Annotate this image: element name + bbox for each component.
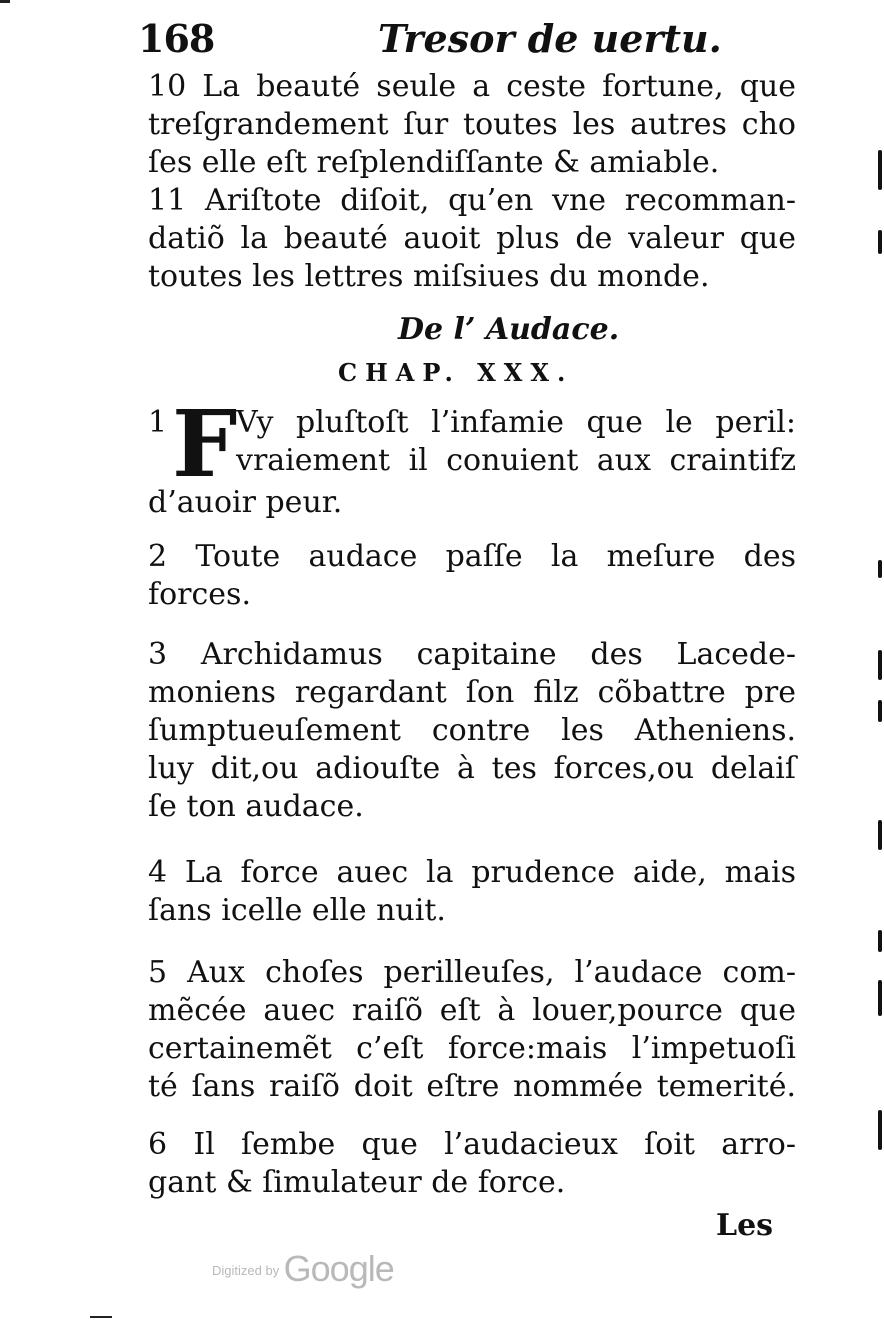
text-line: mẽcée auec raiſõ eſt à louer,pource que [148, 993, 796, 1028]
digitized-watermark [212, 1248, 394, 1290]
text-line: forces. [148, 577, 251, 612]
watermark-prefix: Digitized by [212, 1263, 280, 1278]
text-line: 6 Il ſembe que l’audacieux ſoit arro- [148, 1127, 796, 1162]
text-line: ſans icelle elle nuit. [148, 893, 446, 928]
text-line: 4 La force auec la prudence aide, mais [148, 855, 796, 890]
text-line: vraiement il conuient aux craintifz [236, 443, 796, 478]
paragraph-3 [148, 636, 796, 826]
intro-paragraphs [148, 68, 796, 296]
text-line: toutes les lettres miſsiues du monde. [148, 259, 710, 294]
text-line: datiõ la beauté auoit plus de valeur que [148, 221, 796, 256]
paragraph-2 [148, 538, 796, 614]
paragraph-1 [236, 404, 796, 480]
paragraph-6 [148, 1126, 796, 1202]
paragraph-4 [148, 854, 796, 930]
text-line: d’auoir peur. [148, 485, 343, 520]
chapter-heading: CHAP. XXX. [338, 358, 574, 387]
paragraph-1-tail [148, 484, 796, 522]
text-line: ſes elle eſt reſplendiſſante & amiable. [148, 145, 720, 180]
catchword: Les [716, 1208, 774, 1243]
page-header [138, 16, 798, 66]
drop-cap: F [172, 390, 238, 498]
text-line: treſgrandement ſur toutes les autres cho [148, 107, 796, 142]
text-line: Vy pluſtoſt l’infamie que le peril: [236, 405, 796, 440]
section-title: De l’ Audace. [398, 312, 620, 347]
scan-bottom-mark [90, 1316, 112, 1318]
text-line: 11 Ariſtote diſoit, qu’en vne recomman- [148, 183, 796, 218]
running-title: Tresor de uertu. [378, 16, 722, 61]
text-line: 5 Aux choſes perilleuſes, l’audace com- [148, 955, 796, 990]
scan-right-edge [872, 0, 884, 1200]
text-line: gant & ſimulateur de force. [148, 1165, 566, 1200]
text-line: moniens regardant ſon filz cõbattre pre [148, 675, 796, 710]
scan-edge-mark [0, 0, 10, 3]
paragraph-number [148, 404, 174, 442]
paragraph-num: 1 [148, 405, 168, 440]
page-number: 168 [138, 16, 215, 61]
text-line: ſumptueuſement contre les Atheniens. [148, 713, 796, 748]
text-line: té ſans raiſõ doit eſtre nommée temerité. [148, 1069, 796, 1104]
text-line: 10 La beauté seule a ceste fortune, que [148, 69, 796, 104]
text-line: certainemẽt c’eſt force:mais l’impetuoſi [148, 1031, 796, 1066]
text-line: ſe ton audace. [148, 789, 364, 824]
text-line: 2 Toute audace paſſe la meſure des [148, 539, 796, 574]
google-logo: Google [283, 1248, 394, 1289]
paragraph-5 [148, 954, 796, 1106]
text-line: luy dit,ou adiouſte à tes forces,ou delaiſ [148, 751, 796, 786]
text-line: 3 Archidamus capitaine des Lacede- [148, 637, 796, 672]
